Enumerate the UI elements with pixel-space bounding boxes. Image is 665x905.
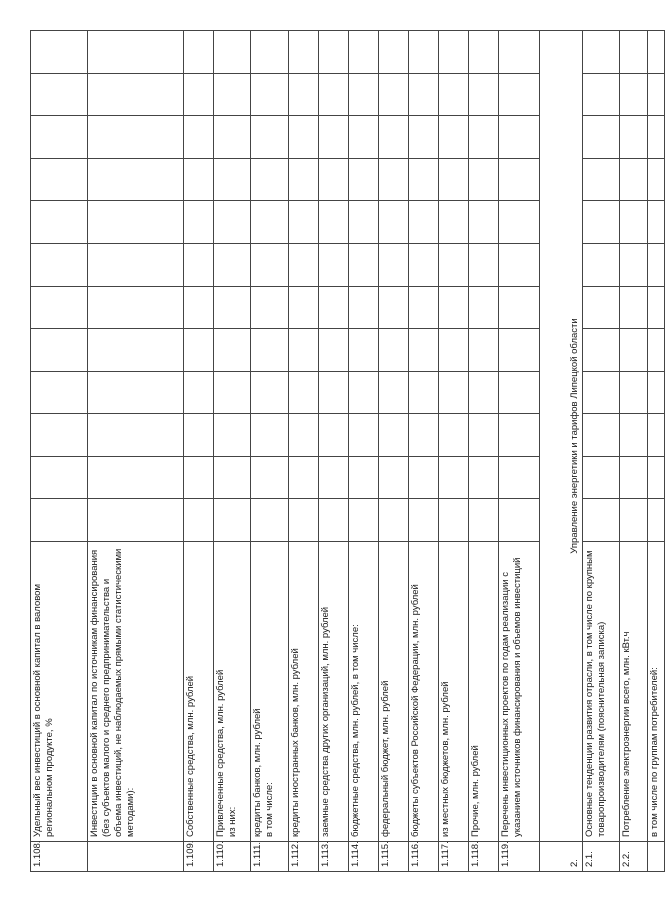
row-number: 1.114. (349, 842, 379, 872)
row-number (88, 842, 184, 872)
table-row (319, 31, 349, 872)
table-row (214, 31, 251, 872)
section-number: 2. (540, 842, 583, 872)
table-row (409, 31, 439, 872)
row-number: 1.118. (469, 842, 499, 872)
row-number: 1.109. (184, 842, 214, 872)
row-number: 1.117. (439, 842, 469, 872)
row-label (251, 542, 289, 842)
row-number: 2.2. (620, 842, 648, 872)
row-label: Потребление электроэнергии всего, млн. кВт.ч (620, 542, 648, 842)
row-number: 1.111. (251, 842, 289, 872)
rotated-table-wrapper (30, 30, 660, 872)
row-number: 1.112. (289, 842, 319, 872)
table-row (31, 31, 88, 872)
row-number: 1.116. (409, 842, 439, 872)
indicators-table (30, 30, 665, 872)
table-row (648, 31, 665, 872)
section-row (540, 31, 583, 872)
row-label: кредиты иностранных банков, млн. рублей (289, 542, 319, 842)
table-row (439, 31, 469, 872)
row-label: Удельный вес инвестиций в основной капитал в валовом региональном продукте, % (31, 542, 88, 842)
row-label: бюджетные средства, млн. рублей, в том числе: (349, 542, 379, 842)
row-label: федеральный бюджет, млн. рублей (379, 542, 409, 842)
row-number: 1.110. (214, 842, 251, 872)
row-label: Собственные средства, млн. рублей (184, 542, 214, 842)
row-label-sub: из них: (226, 806, 238, 837)
row-label: из местных бюджетов, млн. рублей (439, 542, 469, 842)
row-label: в том числе по группам потребителей: (648, 542, 665, 842)
row-label: Инвестиции в основной капитал по источникам финансирования (без субъектов малого и среднего предпринимательства и объема инвестиций, не наблюдаемых прямыми статистическими методами): (88, 542, 184, 842)
table-row (349, 31, 379, 872)
section-title: Управление энергетики и тарифов Липецкой области (540, 31, 583, 842)
row-label-sub: в том числе: (263, 782, 275, 837)
row-label: Перечень инвестиционных проектов по годам реализации с указанием источников финансирования и объемов инвестиций (499, 542, 540, 842)
row-number (648, 842, 665, 872)
row-number: 1.115. (379, 842, 409, 872)
row-label: бюджеты субъектов Российской Федерации, млн. рублей (409, 542, 439, 842)
table-row (184, 31, 214, 872)
table-row (499, 31, 540, 872)
table-row (251, 31, 289, 872)
table-row (583, 31, 620, 872)
table-row (88, 31, 184, 872)
row-label: заемные средства других организаций, млн. рублей (319, 542, 349, 842)
table-row (379, 31, 409, 872)
table-row (289, 31, 319, 872)
table-row (620, 31, 648, 872)
row-label: Прочие, млн. рублей (469, 542, 499, 842)
row-label (214, 542, 251, 842)
row-label: Основные тенденции развития отрасли, в том числе по крупным товаропроизводителям (пояснительная записка) (583, 542, 620, 842)
row-number: 1.113. (319, 842, 349, 872)
table-row (469, 31, 499, 872)
row-number: 2.1. (583, 842, 620, 872)
row-number: 1.119. (499, 842, 540, 872)
row-label-main: Привлеченные средства, млн. рублей (215, 669, 226, 837)
row-label-main: кредиты банков, млн. рублей (252, 708, 263, 837)
row-number: 1.108. (31, 842, 88, 872)
